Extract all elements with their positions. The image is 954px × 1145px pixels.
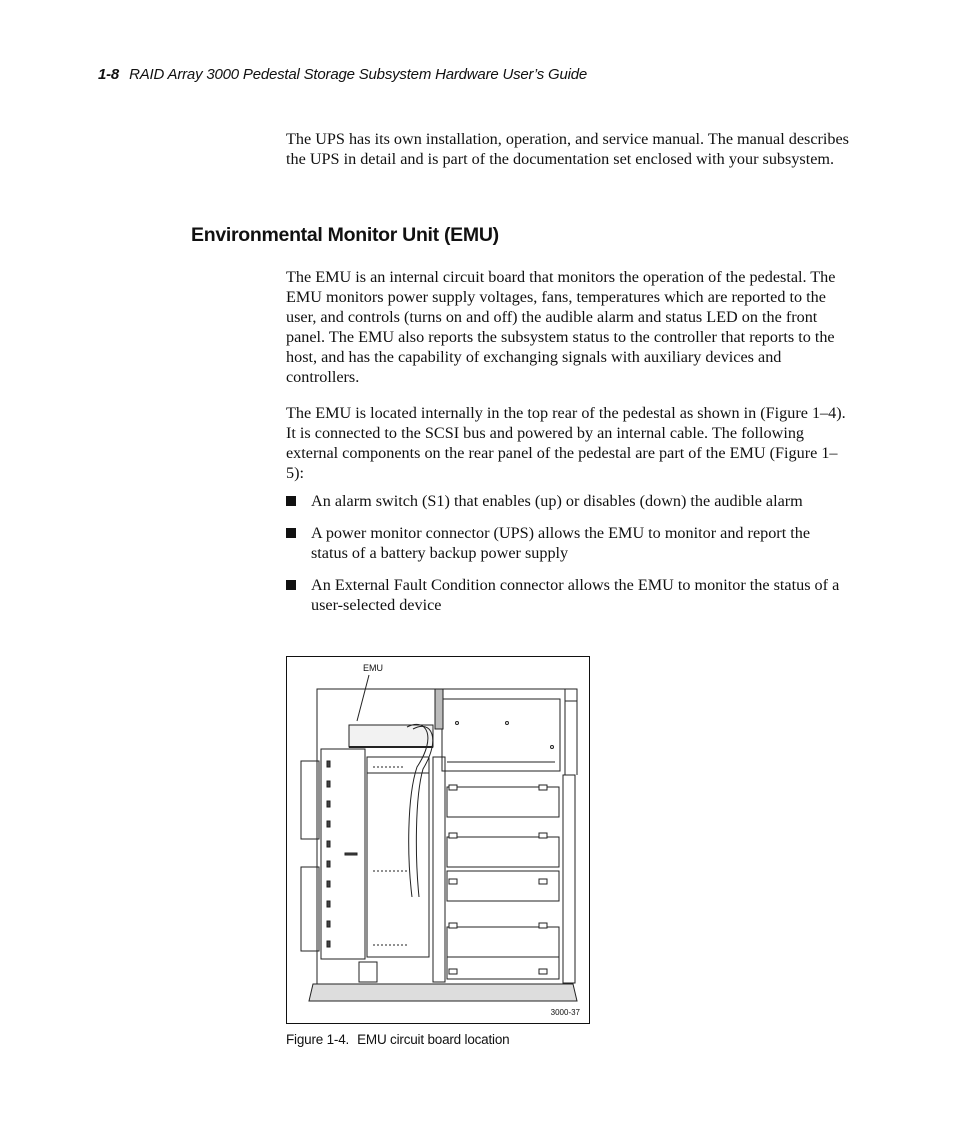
figure-id: 3000-37: [550, 1008, 580, 1017]
intro-paragraph: The UPS has its own installation, operation, and service manual. The manual describes the UPS in detail and is part of the documentation set enclosed with your subsystem.: [286, 130, 849, 168]
section-paragraph-1: The EMU is an internal circuit board that monitors the operation of the pedestal. The EMU monitors power supply voltages, fans, temperatures which are reported to the user, and controls (turns on and off) the audible alarm and status LED on the front panel. The EMU also reports the subsystem status to the controller that reports to the host, and has the capability of exchanging signals with auxiliary devices and controllers.: [286, 268, 836, 386]
running-header: [98, 66, 587, 83]
caption-text: EMU circuit board location: [357, 1032, 510, 1047]
figure-caption: [286, 1032, 509, 1047]
bullet-item-alarm-switch: An alarm switch (S1) that enables (up) or disables (down) the audible alarm: [286, 491, 846, 511]
bullet-square-icon: [286, 580, 296, 590]
emu-callout-label: EMU: [363, 663, 383, 673]
caption-label: Figure 1-4.: [286, 1032, 350, 1047]
bullet-item-power-monitor: A power monitor connector (UPS) allows the EMU to monitor and report the status of a battery backup power supply: [286, 523, 846, 563]
bullet-item-external-fault: An External Fault Condition connector allows the EMU to monitor the status of a user-selected device: [286, 575, 846, 615]
section-paragraph-2: The EMU is located internally in the top rear of the pedestal as shown in (Figure 1–4). It is connected to the SCSI bus and powered by an internal cable. The following external components on the rear panel of the pedestal are part of the EMU (Figure 1–5):: [286, 404, 846, 482]
section-heading: Environmental Monitor Unit (EMU): [191, 224, 499, 246]
figure-emu-location: [286, 656, 590, 1024]
pedestal-illustration: [287, 657, 589, 1023]
running-title: RAID Array 3000 Pedestal Storage Subsystem Hardware User’s Guide: [129, 66, 588, 83]
bullet-list: [286, 491, 846, 627]
page-number: 1-8: [98, 66, 120, 83]
bullet-square-icon: [286, 528, 296, 538]
bullet-square-icon: [286, 496, 296, 506]
